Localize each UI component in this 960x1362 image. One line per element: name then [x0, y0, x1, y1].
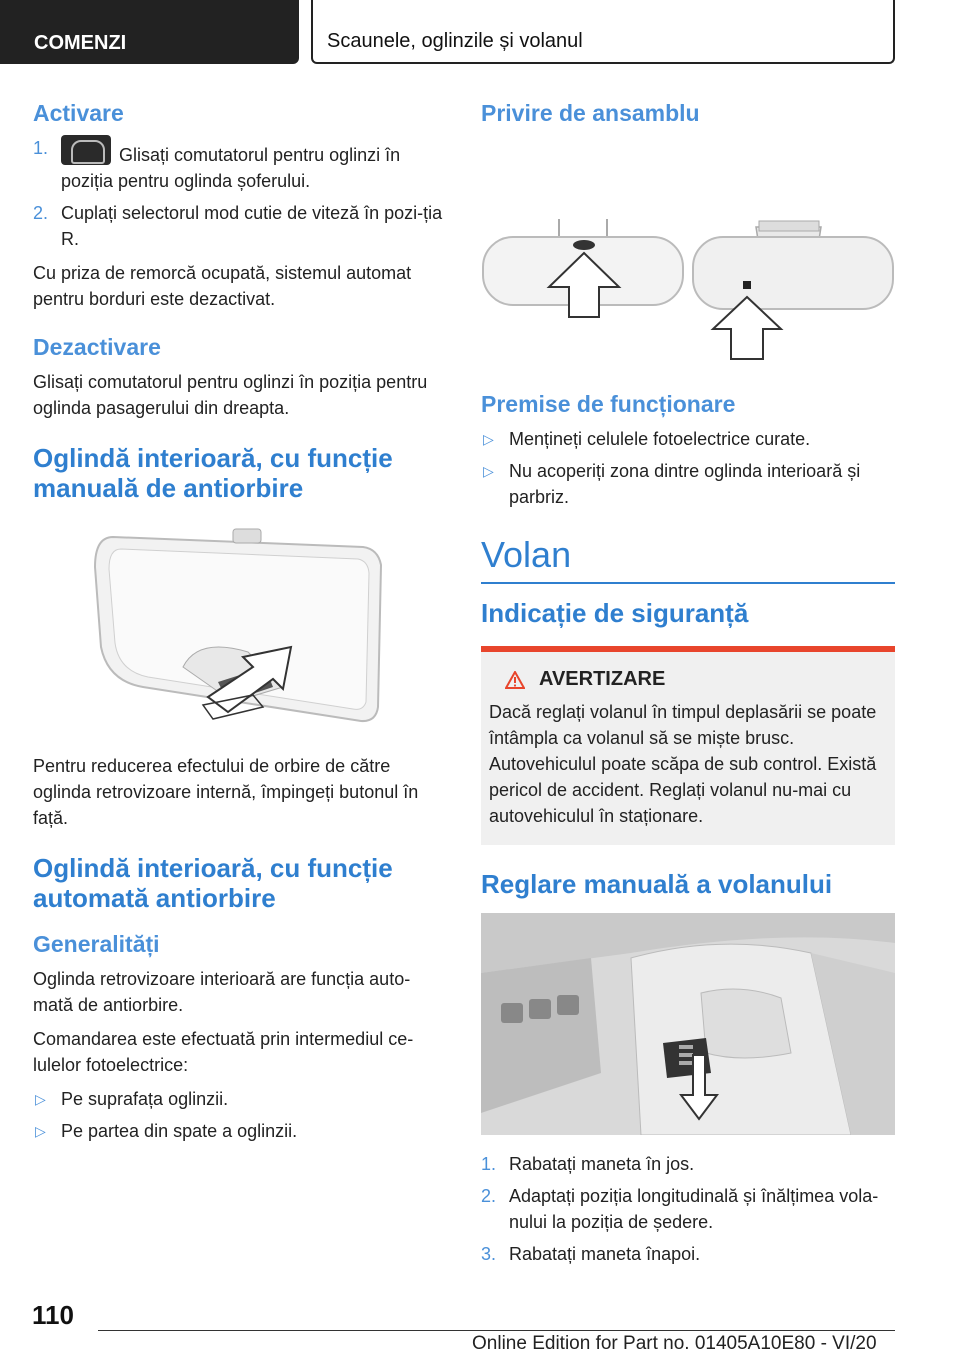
- general-heading: Generalități: [33, 931, 160, 957]
- steering-column-figure: [481, 913, 895, 1135]
- photocell-list: [33, 1086, 449, 1144]
- step-text: Rabatați maneta înapoi.: [509, 1244, 701, 1264]
- activation-steps: [33, 135, 449, 252]
- step-number: 2.: [481, 1186, 497, 1206]
- safety-heading: Indicație de siguranță: [481, 598, 749, 628]
- list-item: [33, 200, 449, 252]
- step-text: Glisați comutatorul pentru oglinzi în poziția pentru oglinda șoferului.: [61, 145, 401, 191]
- list-item: [481, 458, 895, 510]
- auto-mirror-p2: Comandarea este efectuată prin intermediul ce‐lulelor fotoelectrice:: [33, 1029, 414, 1075]
- list-item: [481, 1241, 895, 1267]
- footer-divider: [98, 1330, 895, 1331]
- list-item: [33, 1118, 449, 1144]
- prereq-heading: Premise de funcționare: [481, 391, 736, 417]
- bullet-text: Pe partea din spate a oglinzii.: [61, 1121, 298, 1141]
- activation-heading: Activare: [33, 100, 124, 126]
- manual-wheel-steps: [481, 1151, 895, 1267]
- manual-wheel-heading: Reglare manuală a volanului: [481, 869, 833, 899]
- bullet-triangle-icon: ▷: [35, 1091, 46, 1107]
- manual-mirror-figure: [33, 517, 449, 737]
- list-item: [481, 426, 895, 452]
- warning-box: [481, 646, 895, 845]
- page-number: 110: [32, 1300, 74, 1330]
- manual-mirror-text: Pentru reducerea efectului de orbire de către oglinda retrovizoare internă, împingeți butonul în față.: [33, 756, 419, 828]
- right-column: [481, 100, 895, 1275]
- step-text: Adaptați poziția longitudinală și înălțimea vola‐nului la poziția de ședere.: [509, 1186, 879, 1232]
- prereq-list: [481, 426, 895, 510]
- auto-mirror-heading: Oglindă interioară, cu funcție automată antiorbire: [33, 853, 393, 913]
- section-tab: COMENZI: [0, 0, 299, 64]
- step-number: 3.: [481, 1244, 497, 1264]
- warning-text: Dacă reglați volanul în timpul deplasării se poate întâmpla ca volanul să se miște brusc. Autovehiculul poate scăpa de sub control. Există pericol de accident. Reglați volanul nu‐mai cu autovehiculul în staționare.: [489, 702, 877, 826]
- deactivation-text: Glisați comutatorul pentru oglinzi în poziția pentru oglinda pasagerului din dreapta.: [33, 372, 428, 418]
- warning-title: [489, 668, 885, 691]
- list-item: [33, 135, 449, 194]
- bullet-text: Nu acoperiți zona dintre oglinda interioară și parbriz.: [509, 461, 861, 507]
- activation-note: Cu priza de remorcă ocupată, sistemul automat pentru borduri este dezactivat.: [33, 263, 412, 309]
- chapter-tab: Scaunele, oglinzile și volanul: [311, 0, 895, 64]
- list-item: [33, 1086, 449, 1112]
- bullet-text: Pe suprafața oglinzii.: [61, 1089, 229, 1109]
- warning-label: AVERTIZARE: [539, 668, 666, 690]
- bullet-triangle-icon: ▷: [35, 1123, 46, 1139]
- step-text: Cuplați selectorul mod cutie de viteză în pozi‐ția R.: [61, 203, 443, 249]
- step-number: 1.: [481, 1154, 497, 1174]
- bullet-triangle-icon: ▷: [483, 463, 494, 479]
- step-text: Rabatați maneta în jos.: [509, 1154, 695, 1174]
- list-item: [481, 1183, 895, 1235]
- bullet-triangle-icon: ▷: [483, 431, 494, 447]
- deactivation-heading: Dezactivare: [33, 334, 161, 360]
- manual-mirror-heading: Oglindă interioară, cu funcție manuală de antiorbire: [33, 443, 393, 503]
- left-column: [33, 100, 449, 1152]
- mirror-switch-icon: [61, 135, 111, 165]
- edition-note: Online Edition for Part no. 01405A10E80 - VI/20: [472, 1333, 877, 1354]
- steering-wheel-heading: Volan: [481, 534, 895, 584]
- photocell-overview-figure: [481, 141, 895, 371]
- list-item: [481, 1151, 895, 1177]
- step-number: 1.: [33, 138, 49, 158]
- step-number: 2.: [33, 203, 49, 223]
- bullet-text: Mențineți celulele fotoelectrice curate.: [509, 429, 811, 449]
- overview-heading: Privire de ansamblu: [481, 100, 700, 126]
- auto-mirror-p1: Oglinda retrovizoare interioară are funcția auto‐mată de antiorbire.: [33, 969, 411, 1015]
- warning-triangle-icon: [505, 671, 525, 689]
